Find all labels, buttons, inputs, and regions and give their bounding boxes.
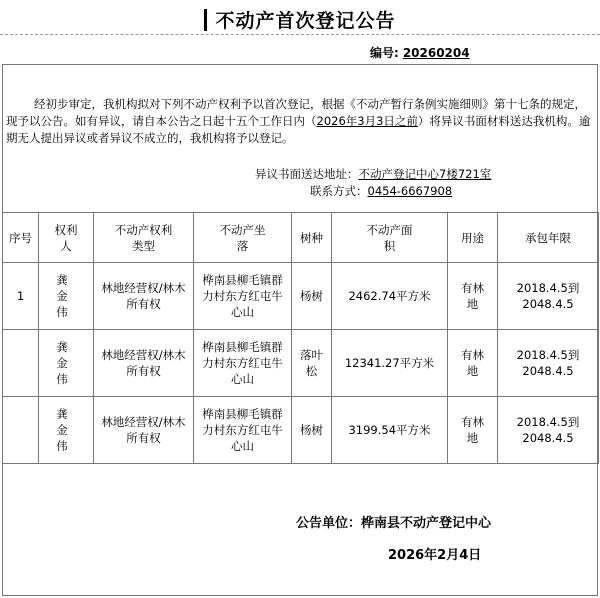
cell-type: 林地经营权/林木所有权 <box>94 397 194 464</box>
header-holder: 权利人 <box>39 213 94 263</box>
property-table <box>2 212 599 464</box>
intro-text-2: ）将异议书面材料送达我机构。逾期无人提出异议或者异议不成立的，我机构将予以登记。 <box>6 114 591 145</box>
page-title <box>0 6 600 33</box>
cell-use: 有林地 <box>448 263 498 330</box>
cell-term: 2018.4.5到2048.4.5 <box>498 330 599 397</box>
intro-deadline: 2026年3月3日之前 <box>316 114 418 128</box>
cell-species: 杨树 <box>292 263 332 330</box>
header-species: 树种 <box>292 213 332 263</box>
issuing-unit <box>296 512 491 531</box>
cell-holder: 龚金伟 <box>39 330 94 397</box>
cell-area: 2462.74平方米 <box>332 263 448 330</box>
serial-number <box>370 44 470 61</box>
address-label: 异议书面送达地址： <box>255 167 359 181</box>
cell-area: 12341.27平方米 <box>332 330 448 397</box>
cell-term: 2018.4.5到2048.4.5 <box>498 263 599 330</box>
cell-location: 桦南县柳毛镇群力村东方红屯牛心山 <box>194 263 292 330</box>
contact-info <box>310 183 452 199</box>
contact-value: 0454-6667908 <box>367 184 453 198</box>
header-use: 用途 <box>448 213 498 263</box>
table-header-row <box>3 213 599 263</box>
cell-seq: 1 <box>3 263 39 330</box>
cell-location: 桦南县柳毛镇群力村东方红屯牛心山 <box>194 330 292 397</box>
issue-date: 2026年2月4日 <box>388 548 482 563</box>
intro-text-1: 经初步审定，我机构拟对下列不动产权利予以首次登记，根据《不动产暂行条例实施细则》第十七条的规定，现予以公告。如有异议，请自本公告之日起十五个工作日内（ <box>6 97 586 128</box>
cell-use: 有林地 <box>448 330 498 397</box>
header-seq: 序号 <box>3 213 39 263</box>
table-row <box>3 263 599 330</box>
cell-seq <box>3 330 39 397</box>
cell-species: 杨树 <box>292 397 332 464</box>
serial-value: 20260204 <box>402 46 470 60</box>
cell-term: 2018.4.5到2048.4.5 <box>498 397 599 464</box>
cell-type: 林地经营权/林木所有权 <box>94 263 194 330</box>
cell-area: 3199.54平方米 <box>332 397 448 464</box>
cell-seq <box>3 397 39 464</box>
issuing-unit-label: 公告单位： <box>296 516 362 531</box>
title-divider <box>0 34 600 35</box>
cell-holder: 龚金伟 <box>39 397 94 464</box>
cell-species: 落叶松 <box>292 330 332 397</box>
page-title-text: 不动产首次登记公告 <box>215 10 396 32</box>
cell-type: 林地经营权/林木所有权 <box>94 330 194 397</box>
table-row <box>3 397 599 464</box>
contact-label: 联系方式： <box>310 184 368 198</box>
cell-holder: 龚金伟 <box>39 263 94 330</box>
header-term: 承包年限 <box>498 213 599 263</box>
address-value: 不动产登记中心7楼721室 <box>358 167 492 181</box>
intro-paragraph <box>6 96 592 147</box>
title-bar <box>204 9 207 31</box>
header-location: 不动产坐落 <box>194 213 292 263</box>
cell-location: 桦南县柳毛镇群力村东方红屯牛心山 <box>194 397 292 464</box>
header-area: 不动产面积 <box>332 213 448 263</box>
issuing-unit-name: 桦南县不动产登记中心 <box>361 516 492 531</box>
objection-address <box>255 166 491 182</box>
table-row <box>3 330 599 397</box>
cell-use: 有林地 <box>448 397 498 464</box>
serial-label: 编号: <box>370 46 399 60</box>
header-type: 不动产权利类型 <box>94 213 194 263</box>
